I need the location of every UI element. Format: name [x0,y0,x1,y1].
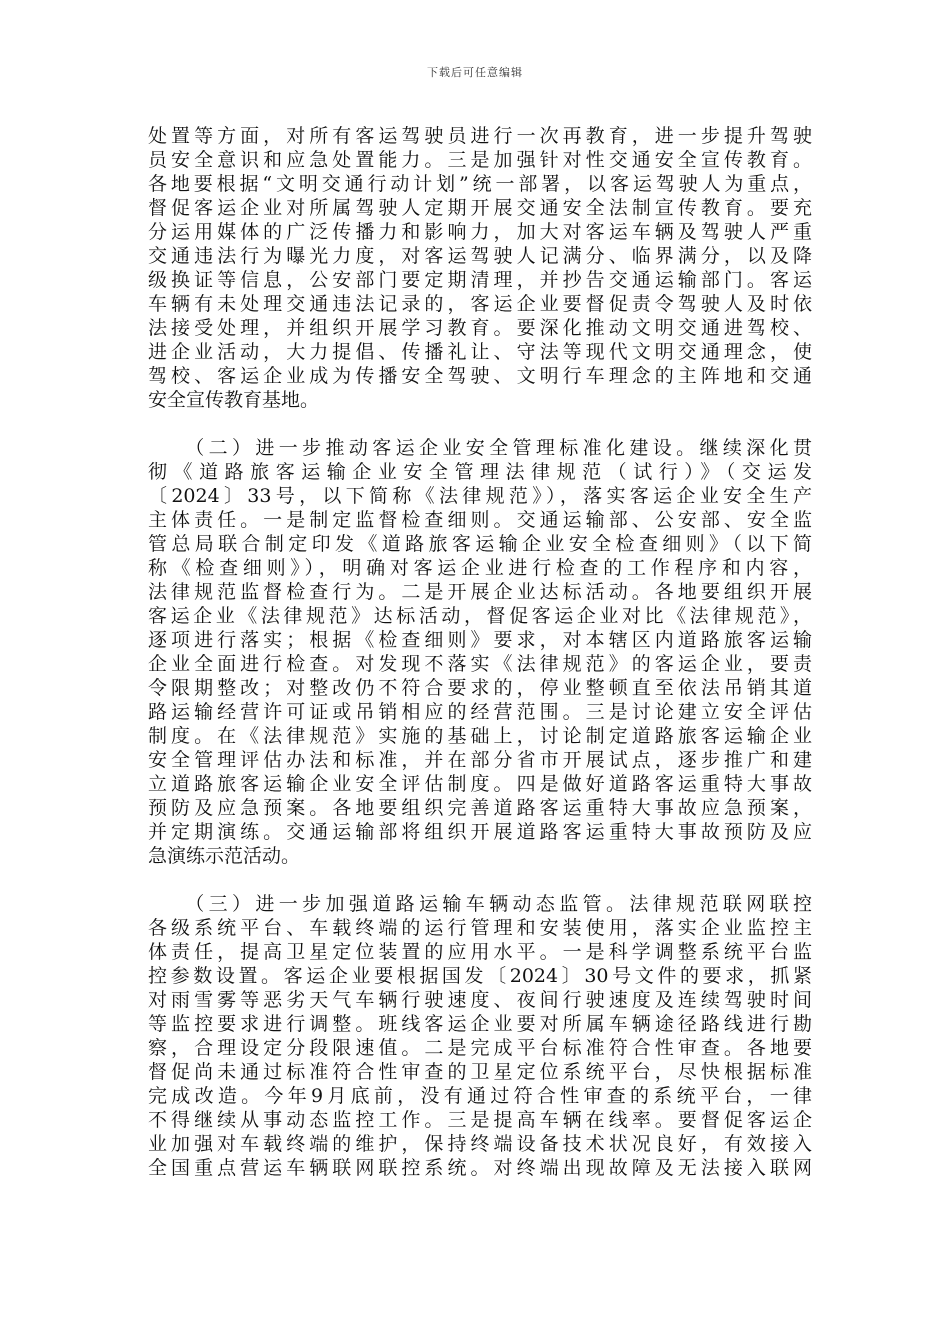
text-line: 路运输经营许可证或吊销相应的经营范围。三是讨论建立安全评估 [148,701,812,723]
text-line: 管总局联合制定印发《道路旅客运输企业安全检查细则》（以下简 [148,533,812,555]
text-line: 察，合理设定分段限速值。二是完成平台标准符合性审查。各地要 [148,1037,812,1059]
paragraph-3 [148,892,812,1180]
text-line: （二）进一步推动客运企业安全管理标准化建设。继续深化贯 [148,437,812,459]
text-line: 体责任，提高卫星定位装置的应用水平。一是科学调整系统平台监 [148,941,812,963]
text-line: 制度。在《法律规范》实施的基础上，讨论制定道路旅客运输企业 [148,725,812,747]
text-line: 〔2024〕33号，以下简称《法律规范》），落实客运企业安全生产 [148,485,812,507]
text-line: 交通违法行为曝光力度，对客运驾驶人记满分、临界满分，以及降 [148,245,812,267]
text-line: 驾校、客运企业成为传播安全驾驶、文明行车理念的主阵地和交通 [148,365,812,387]
text-line: 不得继续从事动态监控工作。三是提高车辆在线率。要督促客运企 [148,1109,812,1131]
text-line: 称《检查细则》），明确对客运企业进行检查的工作程序和内容， [148,557,812,579]
text-line: 完成改造。今年9月底前，没有通过符合性审查的系统平台，一律 [148,1085,812,1107]
text-line: 进企业活动，大力提倡、传播礼让、守法等现代文明交通理念，使 [148,341,812,363]
text-line: 并定期演练。交通运输部将组织开展道路客运重特大事故预防及应 [148,821,812,843]
text-line: 安全宣传教育基地。 [148,389,320,411]
text-line: 督促客运企业对所属驾驶人定期开展交通安全法制宣传教育。要充 [148,197,812,219]
text-line: 分运用媒体的广泛传播力和影响力，加大对客运车辆及驾驶人严重 [148,221,812,243]
text-line: （三）进一步加强道路运输车辆动态监管。法律规范联网联控 [148,893,812,915]
text-line: 对雨雪雾等恶劣天气车辆行驶速度、夜间行驶速度及连续驾驶时间 [148,989,812,1011]
text-line: 全国重点营运车辆联网联控系统。对终端出现故障及无法接入联网 [148,1157,812,1179]
text-line: 主体责任。一是制定监督检查细则。交通运输部、公安部、安全监 [148,509,812,531]
text-line: 业加强对车载终端的维护，保持终端设备技术状况良好，有效接入 [148,1133,812,1155]
text-line: 安全管理评估办法和标准，并在部分省市开展试点，逐步推广和建 [148,749,812,771]
text-line: 控参数设置。客运企业要根据国发〔2024〕30号文件的要求，抓紧 [148,965,812,987]
text-line: 急演练示范活动。 [148,845,301,867]
paragraph-1 [148,124,812,412]
text-line: 企业全面进行检查。对发现不落实《法律规范》的客运企业，要责 [148,653,812,675]
text-line: 等监控要求进行调整。班线客运企业要对所属车辆途径路线进行勘 [148,1013,812,1035]
text-line: 彻《道路旅客运输企业安全管理法律规范（试行）》（交运发 [148,461,812,483]
page-header: 下载后可任意编辑 [427,66,523,79]
text-line: 处置等方面，对所有客运驾驶员进行一次再教育，进一步提升驾驶 [148,125,812,147]
text-line: 各地要根据“文明交通行动计划”统一部署，以客运驾驶人为重点， [148,173,812,195]
text-line: 员安全意识和应急处置能力。三是加强针对性交通安全宣传教育。 [148,149,812,171]
text-line: 督促尚未通过标准符合性审查的卫星定位系统平台，尽快根据标准 [148,1061,812,1083]
document-body [148,124,812,1180]
text-line: 车辆有未处理交通违法记录的，客运企业要督促责令驾驶人及时依 [148,293,812,315]
text-line: 客运企业《法律规范》达标活动，督促客运企业对比《法律规范》， [148,605,812,627]
text-line: 各级系统平台、车载终端的运行管理和安装使用，落实企业监控主 [148,917,812,939]
text-line: 预防及应急预案。各地要组织完善道路客运重特大事故应急预案， [148,797,812,819]
text-line: 法律规范监督检查行为。二是开展企业达标活动。各地要组织开展 [148,581,812,603]
text-line: 令限期整改；对整改仍不符合要求的，停业整顿直至依法吊销其道 [148,677,812,699]
text-line: 逐项进行落实；根据《检查细则》要求，对本辖区内道路旅客运输 [148,629,812,651]
text-line: 级换证等信息，公安部门要定期清理，并抄告交通运输部门。客运 [148,269,812,291]
text-line: 立道路旅客运输企业安全评估制度。四是做好道路客运重特大事故 [148,773,812,795]
paragraph-2 [148,436,812,868]
text-line: 法接受处理，并组织开展学习教育。要深化推动文明交通进驾校、 [148,317,812,339]
